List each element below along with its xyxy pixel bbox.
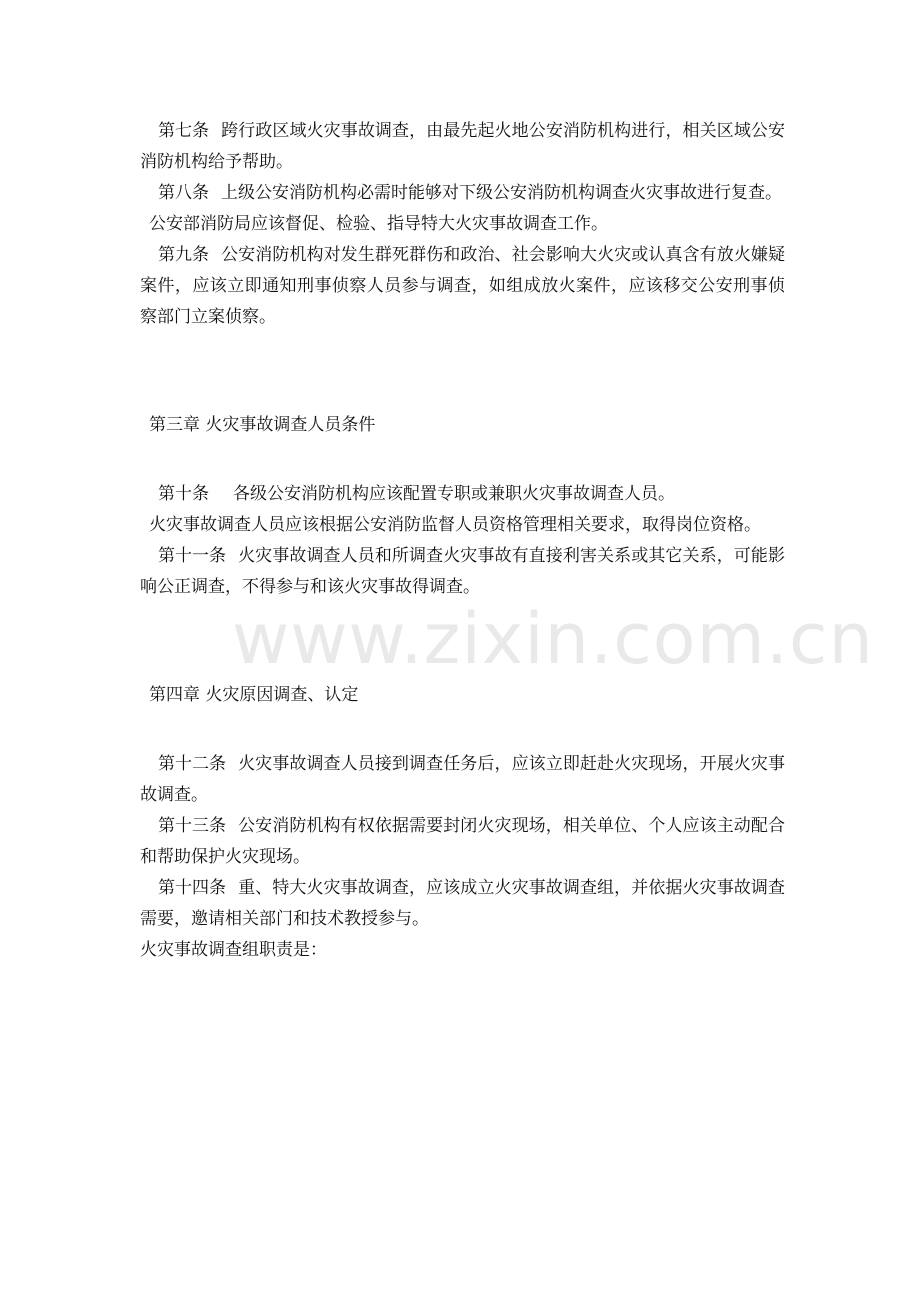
article-10 [140, 479, 785, 510]
article-number: 第十三条 [158, 816, 226, 836]
paragraph-text: 火灾事故调查人员应该根据公安消防监督人员资格管理相关要求，取得岗位资格。 [149, 515, 761, 535]
article-number: 第八条 [158, 183, 209, 203]
article-number: 第十条 [158, 484, 209, 504]
article-text: 公安消防机构有权依据需要封闭火灾现场，相关单位、个人应该主动配合和帮助保护火灾现场。 [140, 816, 785, 867]
paragraph-text: 公安部消防局应该督促、检验、指导特大火灾事故调查工作。 [149, 214, 608, 234]
article-text: 上级公安消防机构必需时能够对下级公安消防机构调查火灾事故进行复查。 [221, 183, 782, 203]
article-number: 第十二条 [158, 754, 226, 774]
paragraph [140, 935, 785, 966]
article-number: 第九条 [158, 245, 209, 265]
article-8 [140, 178, 785, 209]
article-text: 跨行政区域火灾事故调查，由最先起火地公安消防机构进行，相关区域公安消防机构给予帮助。 [140, 121, 785, 172]
article-number: 第十四条 [158, 878, 226, 898]
article-13 [140, 811, 785, 873]
paragraph [140, 209, 785, 240]
article-number: 第十一条 [158, 546, 226, 566]
paragraph-text: 火灾事故调查组职责是： [140, 940, 327, 960]
article-text: 火灾事故调查人员和所调查火灾事故有直接利害关系或其它关系，可能影响公正调查，不得参与和该火灾事故得调查。 [140, 546, 785, 597]
paragraph [140, 510, 785, 541]
spacer [140, 603, 785, 680]
article-text: 各级公安消防机构应该配置专职或兼职火灾事故调查人员。 [233, 484, 675, 504]
document-body [140, 116, 785, 966]
article-text: 火灾事故调查人员接到调查任务后，应该立即赶赴火灾现场，开展火灾事故调查。 [140, 754, 785, 805]
article-9 [140, 240, 785, 333]
article-7 [140, 116, 785, 178]
chapter-4-heading: 第四章 火灾原因调查、认定 [149, 685, 359, 705]
watermark: www.zixin.com.cn [232, 598, 874, 680]
article-11 [140, 541, 785, 603]
spacer [140, 441, 785, 479]
article-12 [140, 749, 785, 811]
spacer [140, 711, 785, 749]
chapter-3-heading: 第三章 火灾事故调查人员条件 [149, 415, 376, 435]
article-number: 第七条 [158, 121, 209, 141]
article-text: 重、特大火灾事故调查，应该成立火灾事故调查组，并依据火灾事故调查需要，邀请相关部门和技术教授参与。 [140, 878, 785, 929]
spacer [140, 333, 785, 410]
article-14 [140, 873, 785, 935]
article-text: 公安消防机构对发生群死群伤和政治、社会影响大火灾或认真含有放火嫌疑案件，应该立即通知刑事侦察人员参与调查，如组成放火案件，应该移交公安刑事侦察部门立案侦察。 [140, 245, 785, 327]
